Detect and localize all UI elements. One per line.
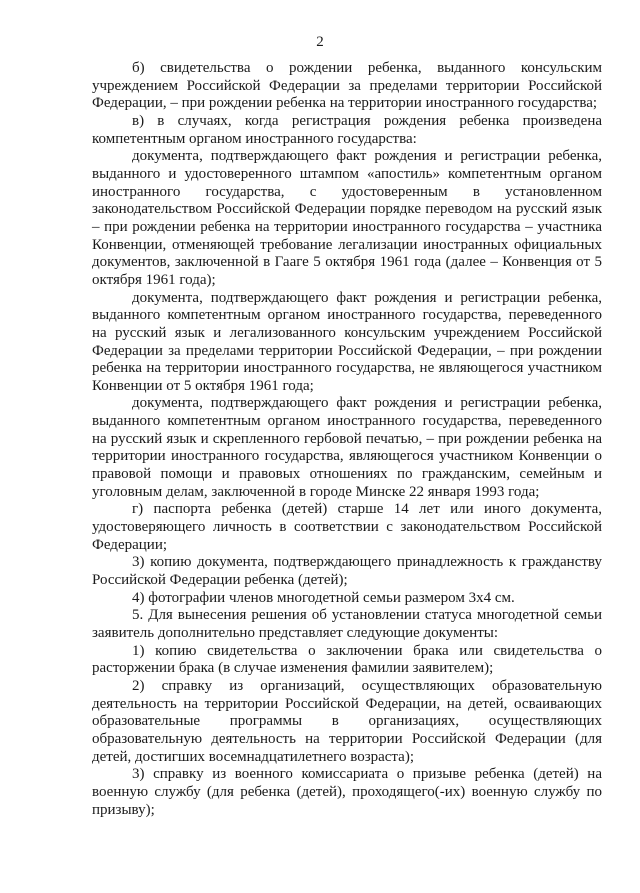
paragraph-5-additional-documents: 5. Для вынесения решения об установлении статуса многодетной семьи заявитель дополнительно представляет следующие документы: [92,607,602,641]
paragraph-3-citizenship-document: 3) копию документа, подтверждающего принадлежность к гражданству Российской Федерации ребенка (детей); [92,554,602,589]
paragraph-g-passport: г) паспорта ребенка (детей) старше 14 лет или иного документа, удостоверяющего личность в соответствии с законодательством Российской Федерации; [92,501,602,553]
document-body [92,60,602,819]
paragraph-b-consular-certificate: б) свидетельства о рождении ребенка, выданного консульским учреждением Российской Федерации за пределами территории Российской Федерации, – при рождении ребенка на территории иностранного государства; [92,60,602,112]
paragraph-1-marriage-certificate: 1) копию свидетельства о заключении брака или свидетельства о расторжении брака (в случае изменения фамилии заявителем); [92,642,602,677]
paragraph-legalized-document: документа, подтверждающего факт рождения и регистрации ребенка, выданного компетентным органом иностранного государства, переведенного на русский язык и легализованного консульским учреждением Российской Федерации за пределами территории Российской Федерации, – при рождении ребенка на территории иностранного государства, не являющегося участником Конвенции от 5 октября 1961 года; [92,289,602,394]
page-number: 2 [316,34,324,50]
paragraph-v-foreign-registration: в) в случаях, когда регистрация рождения ребенка произведена компетентным органом иностранного государства: [92,112,602,147]
paragraph-apostille-document: документа, подтверждающего факт рождения и регистрации ребенка, выданного и удостоверенного штампом «апостиль» компетентным органом иностранного государства, с удостоверенным в установленном законодательством Российской Федерации порядке переводом на русский язык – при рождении ребенка на территории иностранного государства – участника Конвенции, отменяющей требование легализации иностранных официальных документов, заключенной в Гааге 5 октября 1961 года (далее – Конвенция от 5 октября 1961 года); [92,148,602,288]
paragraph-3-military-certificate: 3) справку из военного комиссариата о призыве ребенка (детей) на военную службу (для ребенка (детей), проходящего(-их) военную службу по призыву); [92,766,602,818]
paragraph-4-photographs: 4) фотографии членов многодетной семьи размером 3х4 см. [132,589,515,606]
paragraph-2-education-certificate: 2) справку из организаций, осуществляющих образовательную деятельность на территории Российской Федерации, на детей, осваивающих образовательные программы в организациях, осуществляющих образовательную деятельность на территории Российской Федерации (для детей, достигших восемнадцатилетнего возраста); [92,677,602,765]
paragraph-minsk-convention-document: документа, подтверждающего факт рождения и регистрации ребенка, выданного компетентным органом иностранного государства, переведенного на русский язык и скрепленного гербовой печатью, – при рождении ребенка на территории иностранного государства, являющегося участником Конвенции о правовой помощи и правовых отношениях по гражданским, семейным и уголовным делам, заключенной в городе Минске 22 января 1993 года; [92,395,602,500]
